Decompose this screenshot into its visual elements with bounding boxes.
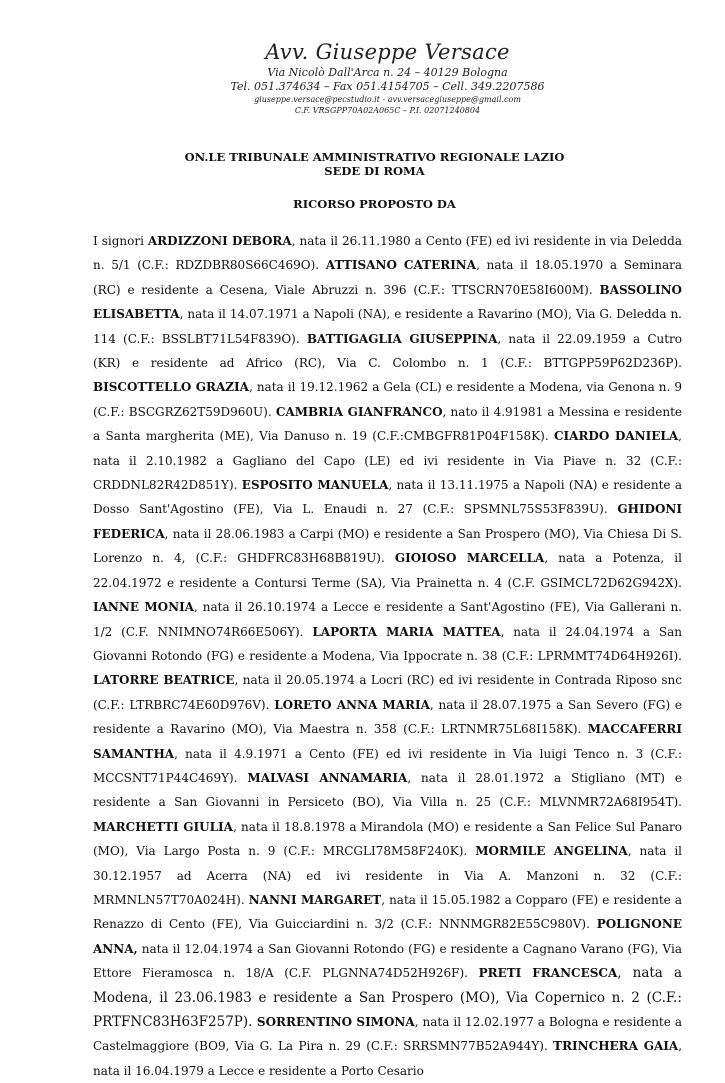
party-name: POLIGNONE ANNA, [93,917,682,956]
party-name: CIARDO DANIELA [553,429,679,444]
party-name: PRETI FRANCESCA [478,966,618,981]
party-details: , nata il 15.05.1982 a Copparo (FE) e residente a Renazzo di Cento (FE), Via Guicciardini n. 3/2 (C.F.: NNNMGR82E55C980V). [93,892,682,932]
party-name: SORRENTINO SIMONA [256,1015,415,1029]
letterhead-tax-ids: C.F. VRSGPP70A02A065C – P.I. 02071240804 [294,106,481,115]
party-name: ATTISANO CATERINA [325,258,477,273]
party-details: , nata il 14.07.1971 a Napoli (NA), e residente a Ravarino (MO), Via G. Deledda n. 114 (C.F.: BSSLBT71L54F839O). [93,307,682,346]
party-name: CAMBRIA GIANFRANCO [275,404,443,419]
party-details: , nata il 30.12.1957 ad Acerra (NA) ed ivi residente in Via A. Manzoni n. 32 (C.F.: MRMNLN57T70A024H). [93,844,683,907]
letterhead [0,38,725,116]
letterhead-name: Avv. Giuseppe Versace [265,40,510,64]
party-details: , nata il 13.11.1975 a Napoli (NA) e residente a Dosso Sant'Agostino (FE), Via L. Enaudi n. 27 (C.F.: SPSMNL75S53F839U). [93,478,682,517]
body-text: I signori [93,234,148,248]
party-details: , nata il 16.04.1979 a Lecce e residente a Porto Cesario [93,1039,683,1078]
party-name: BASSOLINO ELISABETTA [93,282,682,322]
document-body [93,229,682,1083]
party-details: , nata il 26.10.1974 a Lecce e residente a Sant'Agostino (FE), Via Gallerani n. 1/2 (C.F. NNIMNO74R66E506Y). [93,600,682,639]
party-name: MACCAFERRI SAMANTHA [93,722,682,761]
party-details: , nata il 18.05.1970 a Seminara (RC) e residente a Cesena, Viale Abruzzi n. 396 (C.F.: TTSCRN70E58I600M). [93,258,683,297]
party-details: , nata il 28.01.1972 a Stigliano (MT) e residente a San Giovanni in Persiceto (BO), Via Villa n. 25 (C.F.: MLVNMR72A68I954T). [93,770,682,810]
court-heading [12,150,725,178]
party-details: , nata il 12.02.1977 a Bologna e residente a Castelmaggiore (BO9, Via G. La Pira n. 29 (C.F.: SRRSMN77B52A944Y). [93,1015,682,1054]
party-name: LORETO ANNA MARIA [274,697,430,712]
party-details: , nata il 4.9.1971 a Cento (FE) ed ivi residente in Via luigi Tenco n. 3 (C.F.: MCCSNT71P44C469Y). [93,746,682,785]
party-name: MALVASI ANNAMARIA [247,770,408,785]
party-details: , nata il 24.04.1974 a San Giovanni Rotondo (FG) e residente a Modena, Via Ippocrate n. 38 (C.F.: LPRMMT74D64H926I). [93,624,683,663]
party-name: ESPOSITO MANUELA [241,478,389,493]
party-details: , nata il 2.10.1982 a Gagliano del Capo (LE) ed ivi residente in Via Piave n. 32 (C.F.: CRDDNL82R42D851Y). [93,429,682,493]
letterhead-emails: giuseppe.versace@pecstudio.it - avv.versacegiuseppe@gmail.com [254,95,521,104]
party-name: IANNE MONIA [93,600,194,615]
party-name: LATORRE BEATRICE [93,673,235,688]
court-name: ON.LE TRIBUNALE AMMINISTRATIVO REGIONALE LAZIO [184,150,565,164]
letterhead-address: Via Nicolò Dall'Arca n. 24 – 40129 Bologna [267,66,508,79]
party-details: , nato il 4.91981 a Messina e residente a Santa margherita (ME), Via Danuso n. 19 (C.F.:CMBGFR81P04F158K). [93,404,682,444]
party-name: NANNI MARGARET [248,892,382,907]
letterhead-phones: Tel. 051.374634 – Fax 051.4154705 – Cell. 349.2207586 [230,80,545,93]
party-name: LAPORTA MARIA MATTEA [312,624,501,639]
document-title: RICORSO PROPOSTO DA [293,197,456,211]
party-name: GIOIOSO MARCELLA [394,551,545,566]
party-details: , nata a Modena, il 23.06.1983 e residente a San Prospero (MO), Via Copernico n. 2 (C.F.: PRTFNC83H63F257P). [93,965,682,1030]
party-details: nata il 12.04.1974 a San Giovanni Rotondo (FG) e residente a Cagnano Varano (FG), Via Ettore Fieramosca n. 18/A (C.F. PLGNNA74D52H926F). [93,941,682,981]
party-details: , nata a Potenza, il 22.04.1972 e residente a Contursi Terme (SA), Via Prainetta n. 4 (C.F. GSIMCL72D62G942X). [93,551,682,590]
party-name: MORMILE ANGELINA [475,844,628,859]
party-details: , nata il 26.11.1980 a Cento (FE) ed ivi residente in via Deledda n. 5/1 (C.F.: RDZDBR80S66C469O). [93,234,682,273]
party-name: GHIDONI FEDERICA [93,502,682,541]
party-name: BATTIGAGLIA GIUSEPPINA [306,331,498,346]
party-details: , nata il 22.09.1959 a Cutro (KR) e residente ad Africo (RC), Via C. Colombo n. 1 (C.F.: BTTGPP59P62D236P). [93,331,683,371]
party-details: , nata il 28.07.1975 a San Severo (FG) e residente a Ravarino (MO), Via Maestra n. 358 (C.F.: LRTNMR75L68I158K). [93,697,683,737]
party-details: , nata il 20.05.1974 a Locri (RC) ed ivi residente in Contrada Riposo snc (C.F.: LTRBRC74E60D976V). [93,673,682,712]
party-name: TRINCHERA GAIA [553,1039,679,1054]
party-name: MARCHETTI GIULIA [93,819,233,834]
party-details: , nata il 19.12.1962 a Gela (CL) e residente a Modena, via Genona n. 9 (C.F.: BSCGRZ62T59D960U). [93,380,683,419]
party-details: , nata il 18.8.1978 a Mirandola (MO) e residente a San Felice Sul Panaro (MO), Via Largo Posta n. 9 (C.F.: MRCGLI78M58F240K). [93,819,683,859]
party-name: ARDIZZONI DEBORA [147,234,292,248]
party-details: , nata il 28.06.1983 a Carpi (MO) e residente a San Prospero (MO), Via Chiesa Di S. Lorenzo n. 4, (C.F.: GHDFRC83H68B819U). [93,526,682,566]
court-seat: SEDE DI ROMA [324,164,425,178]
party-name: BISCOTTELLO GRAZIA [93,380,249,395]
